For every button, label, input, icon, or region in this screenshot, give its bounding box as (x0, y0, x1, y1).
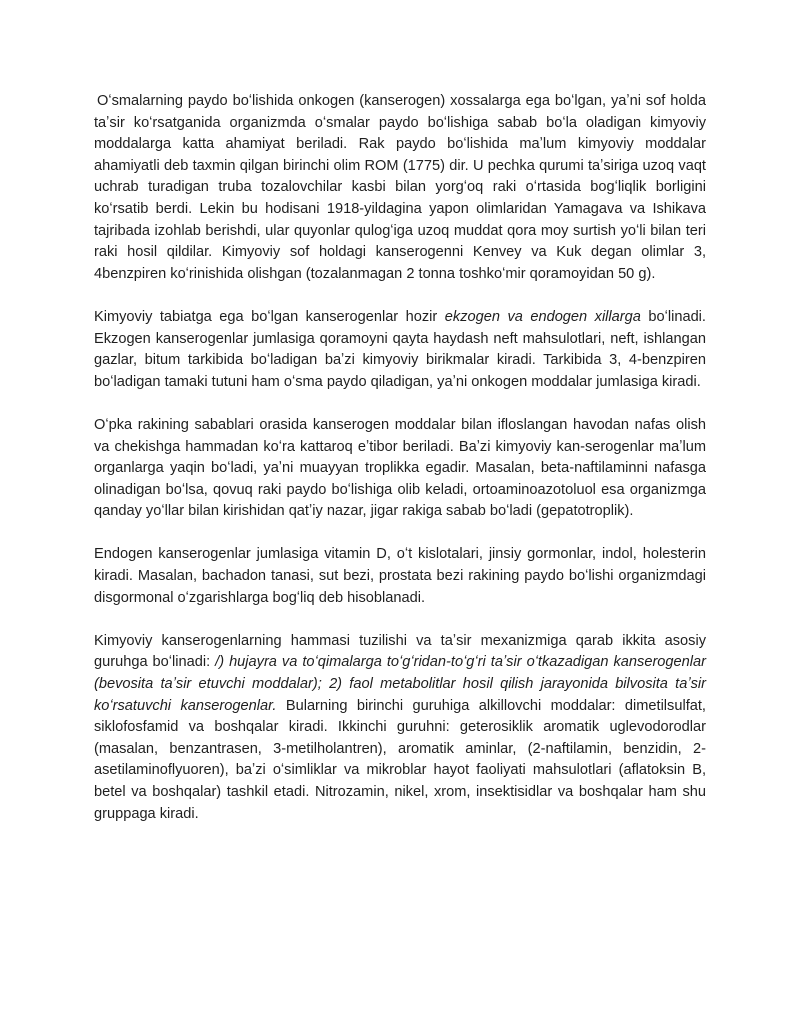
paragraph-4: Endogen kanserogenlar jumlasiga vitamin D, oʻt kislotalari, jinsiy gormonlar, indol, holesterin kiradi. Masalan, bachadon tanasi, sut bezi, prostata bezi rakining paydo boʻlishi organizmdagi disgormonal oʻzgarishlarga bogʻliq deb hisoblanadi. (94, 546, 706, 606)
paragraph-5-text-a: Kimyoviy kanserogenlarning hammasi tuzilishi va taʼsir mexanizmiga qarab ikkita asosiy guruhga boʻlinadi: (94, 632, 706, 671)
paragraph-3: Oʻpka rakining sabablari orasida kanserogen moddalar bilan ifloslangan havodan nafas olish va chekishga hammadan koʻra kattaroq eʼtibor beriladi. Baʼzi kimyoviy kan-serogenlar maʼlum organlarga yaqin boʻladi, yaʼni muayyan troplikka egadir. Masalan, beta-naftilaminni nafasga olinadigan boʻlsa, qovuq raki paydo boʻlishiga olib keladi, ortoaminoazotoluol esa organizmga qanday yoʻllar bilan kirishidan qatʼiy nazar, jigar rakiga sabab boʻladi (gepatotroplik). (94, 416, 706, 520)
paragraph-2 (94, 307, 706, 393)
paragraph-5-text-b: Bularning birinchi guruhiga alkillovchi moddalar: dimetilsulfat, siklofosfamid va boshqalar kiradi. Ikkinchi guruhni: geterosiklik aromatik uglevodorodlar (masalan, benzantrasen, 3-metilholantren), aromatik aminlar, (2-naftilamin, benzidin, 2-asetilaminoflyuoren), baʼzi oʻsimliklar va mikroblar hayot faoliyati mahsulotlari (aflatoksin B, betel va boshqalar) tashkil etadi. Nitrozamin, nikel, xrom, insektisidlar va boshqalar ham shu gruppaga kiradi. (94, 697, 706, 822)
document-page (94, 91, 706, 847)
paragraph-5 (94, 631, 706, 825)
paragraph-5-italic: /) hujayra va toʻqimalarga toʻgʻridan-toʻgʻri taʼsir oʻtkazadigan kanserogenlar (bevosita taʼsir etuvchi moddalar); 2) faol metabolitlar hosil qilish jarayonida bilvosita taʼsir koʻrsatuvchi kanserogenlar. (94, 654, 706, 714)
paragraph-2-text-b: boʻlinadi. Ekzogen kanserogenlar jumlasiga qoramoyni qayta haydash neft mahsulotlari, neft, ishlangan gazlar, bitum tarkibida boʻladigan baʼzi kimyoviy birikmalar kiradi. Tarkibida 3, 4-benzpiren boʻladigan tamaki tutuni ham oʻsma paydo qiladigan, yaʼni onkogen moddalar jumlasiga kiradi. (94, 308, 706, 390)
paragraph-2-italic: ekzogen va endogen xillarga (444, 308, 641, 325)
paragraph-1: Oʻsmalarning paydo boʻlishida onkogen (kanserogen) xossalarga ega boʻlgan, yaʼni sof holda taʼsir koʻrsatganida organizmda oʻsmalar paydo boʻlishiga sabab boʻla oladigan kimyoviy moddalarga katta ahamiyat beriladi. Rak paydo boʻlishida maʼlum kimyoviy moddalar ahamiyatli deb taxmin qilgan birinchi olim ROM (1775) dir. U pechka qurumi taʼsiriga uzoq vaqt uchrab turadigan truba tozalovchilar kasbi bilan yorgʻoq raki oʻrtasida bogʻliqlik borligini koʻrsatib berdi. Lekin bu hodisani 1918-yildagina yapon olimlaridan Yamagava va Ishikava tajribada izohlab berishdi, ular quyonlar qulogʻiga uzoq muddat qora moy surtish yoʻli bilan teri raki hosil qildilar. Kimyoviy sof holdagi kanserogenni Kenvey va Kuk degan olimlar 3, 4benzpiren koʻrinishida olishgan (tozalanmagan 2 tonna toshkoʻmir qoramoyidan 50 g). (94, 93, 706, 282)
paragraph-2-text-a: Kimyoviy tabiatga ega boʻlgan kanserogenlar hozir (94, 308, 445, 325)
